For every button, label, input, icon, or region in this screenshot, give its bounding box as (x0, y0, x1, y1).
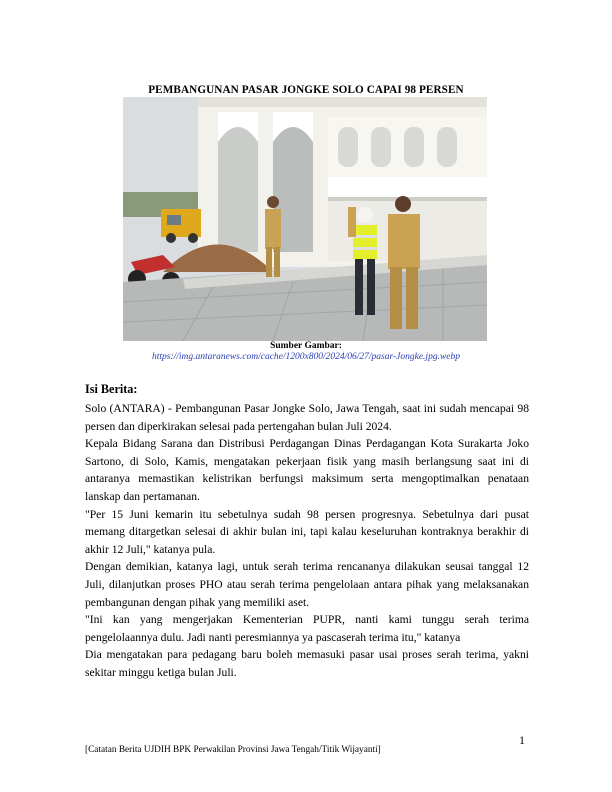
paragraph: "Ini kan yang mengerjakan Kementerian PUPR, nanti kami tunggu serah terima pengelolaannya dulu. Jadi nanti peresmiannya ya pascaserah terima itu," katanya (85, 613, 529, 644)
image-source-url[interactable]: https://img.antaranews.com/cache/1200x800/2024/06/27/pasar-Jongke.jpg.webp (152, 352, 460, 362)
paragraph: Dia mengatakan para pedagang baru boleh memasuki pasar usai proses serah terima, yakni sekitar minggu ketiga bulan Juli. (85, 648, 529, 679)
section-label: Isi Berita: (85, 382, 138, 396)
footer-note: [Catatan Berita UJDIH BPK Perwakilan Provinsi Jawa Tengah/Titik Wijayanti] (85, 745, 381, 755)
news-photo (123, 97, 487, 341)
paragraph: Solo (ANTARA) - Pembangunan Pasar Jongke Solo, Jawa Tengah, saat ini sudah mencapai 98 persen dan diperkirakan selesai pada pertengahan bulan Juli 2024. (85, 402, 529, 433)
page-number: 1 (519, 733, 525, 747)
paragraph: Dengan demikian, katanya lagi, untuk serah terima rencananya dilakukan seusai tanggal 12 Juli, dilanjutkan proses PHO atau serah terima pengelolaan antara pihak yang melaksanakan pembangunan dengan pihak yang memiliki aset. (85, 560, 529, 609)
paragraph: "Per 15 Juni kemarin itu sebetulnya sudah 98 persen progresnya. Sebetulnya dari pusat memang ditargetkan selesai di akhir bulan ini, tapi kalau keseluruhan kontraknya berakhir di akhir 12 Juli," katanya pula. (85, 507, 529, 556)
paragraph: Kepala Bidang Sarana dan Distribusi Perdagangan Dinas Perdagangan Kota Surakarta Joko Sartono, di Solo, Kamis, mengatakan pekerjaan fisik yang masih berlangsung saat ini di antaranya memastikan kelistrikan berfungsi maksimum serta mengoptimalkan penataan lanskap dan pertamanan. (85, 437, 529, 503)
news-title: PEMBANGUNAN PASAR JONGKE SOLO CAPAI 98 PERSEN (148, 84, 464, 96)
image-caption-label: Sumber Gambar: (270, 341, 342, 351)
article-body (85, 400, 529, 682)
